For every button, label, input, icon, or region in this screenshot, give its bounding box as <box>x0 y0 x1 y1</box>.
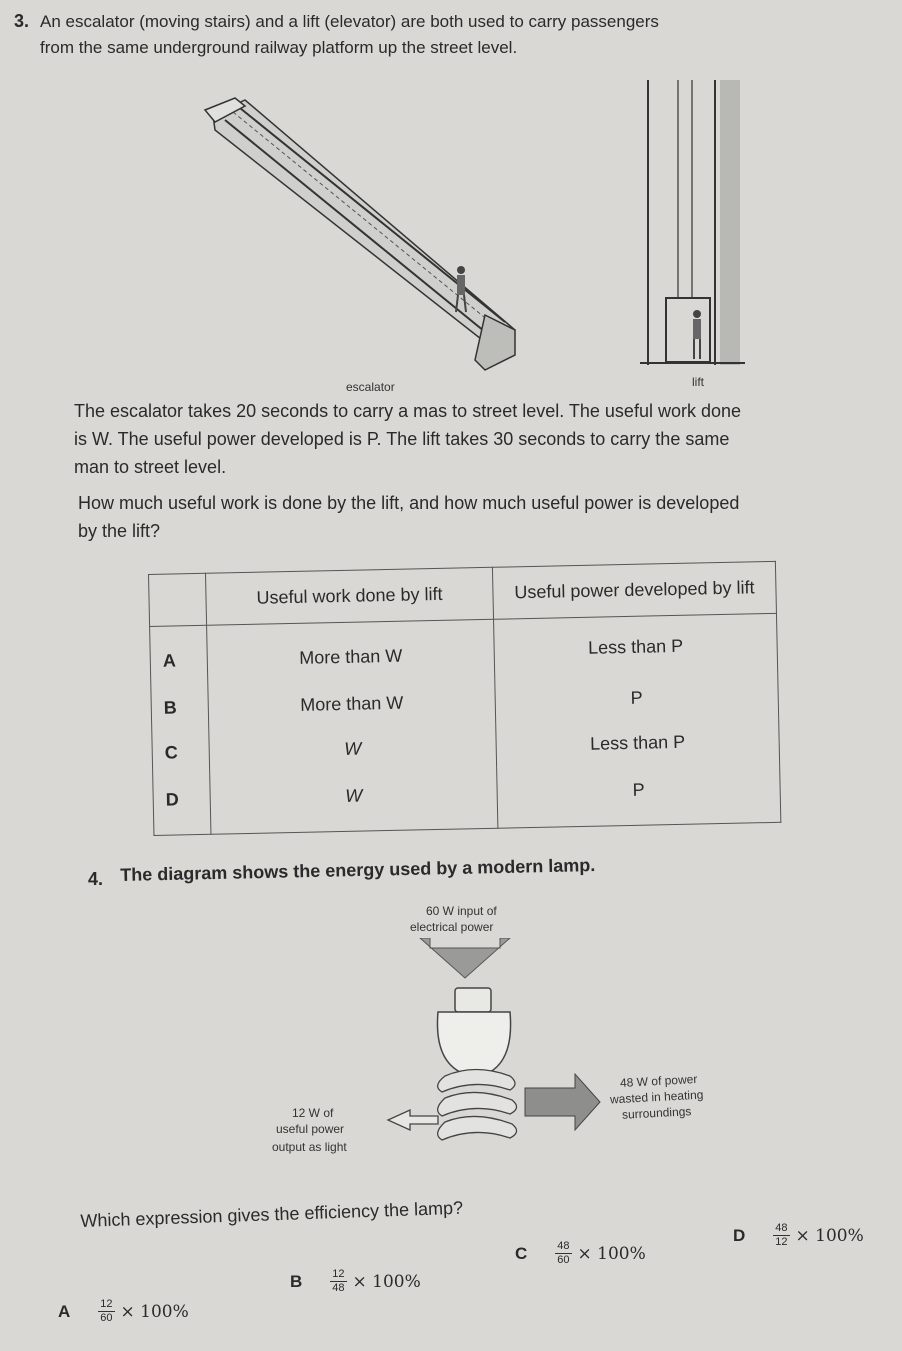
option-power: Less than P <box>494 613 778 679</box>
option-c[interactable] <box>515 1240 646 1267</box>
option-work: W <box>210 768 498 834</box>
option-power: P <box>495 674 779 724</box>
option-b-numerator: 12 <box>332 1268 345 1280</box>
q3-number: 3. <box>14 11 30 31</box>
table-header-work: Useful work done by lift <box>205 567 493 625</box>
option-b-fraction <box>330 1268 346 1295</box>
option-c-fraction <box>555 1240 571 1267</box>
light-output-arrow <box>388 1110 438 1130</box>
option-d-letter: D <box>733 1225 746 1245</box>
option-d-denominator: 12 <box>775 1236 788 1248</box>
input-power-label-2: electrical power <box>410 920 494 934</box>
option-b-letter: B <box>290 1271 303 1291</box>
option-a-letter: A <box>58 1301 71 1321</box>
q4-number: 4. <box>88 869 104 889</box>
q3-para-line1: The escalator takes 20 seconds to carry a mas to street level. The useful work done <box>74 401 742 421</box>
option-letter: D <box>153 774 211 836</box>
option-d-fraction <box>773 1222 789 1249</box>
option-a-suffix: × 100% <box>120 1301 189 1322</box>
table-row[interactable] <box>153 762 781 835</box>
option-c-suffix: × 100% <box>577 1243 646 1264</box>
lamp-bulb <box>437 988 516 1140</box>
lamp-diagram <box>360 938 620 1158</box>
option-letter: C <box>152 730 210 775</box>
option-a[interactable] <box>58 1298 189 1325</box>
q3-options-table <box>148 561 781 836</box>
option-a-numerator: 12 <box>100 1298 113 1310</box>
q3-question-line2: by the lift? <box>78 521 161 541</box>
option-b-suffix: × 100% <box>352 1271 421 1292</box>
q3-para-line2: is W. The useful power developed is P. The lift takes 30 seconds to carry the same <box>74 429 730 449</box>
lift-illustration <box>640 80 755 365</box>
option-d-suffix: × 100% <box>795 1225 864 1246</box>
q3-intro-line2: from the same underground railway platform up the street level. <box>40 38 518 57</box>
wasted-power-label-1: 48 W of power <box>619 1071 698 1091</box>
person-in-lift <box>693 310 701 359</box>
option-b-denominator: 48 <box>332 1282 345 1294</box>
lift-label: lift <box>692 375 704 389</box>
option-a-fraction <box>98 1298 114 1325</box>
option-c-denominator: 60 <box>557 1254 570 1266</box>
useful-power-label-2: useful power <box>276 1122 345 1136</box>
wasted-power-label-2: wasted in heating <box>609 1087 704 1107</box>
option-d-numerator: 48 <box>775 1222 788 1234</box>
useful-power-label-1: 12 W of <box>292 1106 334 1120</box>
q3-para-line3: man to street level. <box>74 457 227 477</box>
option-a-denominator: 60 <box>100 1312 113 1324</box>
escalator-illustration <box>195 90 525 380</box>
option-b[interactable] <box>290 1268 421 1295</box>
option-c-numerator: 48 <box>557 1240 570 1252</box>
option-work: W <box>209 724 497 774</box>
useful-power-label-3: output as light <box>272 1140 347 1154</box>
table-header-power: Useful power developed by lift <box>492 561 776 619</box>
escalator-label: escalator <box>346 380 395 394</box>
wasted-power-label-3: surroundings <box>621 1104 692 1122</box>
q4-question: Which expression gives the efficiency the lamp? <box>80 1197 464 1231</box>
option-work: More than W <box>207 619 495 685</box>
q4-intro: The diagram shows the energy used by a modern lamp. <box>120 855 596 885</box>
option-letter: A <box>150 625 208 686</box>
option-letter: B <box>151 685 209 730</box>
option-d[interactable] <box>733 1222 864 1249</box>
q3-question-line1: How much useful work is done by the lift, and how much useful power is developed <box>78 493 740 513</box>
option-work: More than W <box>208 679 496 729</box>
q3-intro-line1: An escalator (moving stairs) and a lift (elevator) are both used to carry passengers <box>40 12 659 31</box>
wasted-heat-arrow <box>525 1074 600 1130</box>
input-arrow <box>420 938 510 978</box>
option-c-letter: C <box>515 1243 528 1263</box>
input-power-label-1: 60 W input of <box>426 904 497 918</box>
option-power: Less than P <box>496 718 780 768</box>
option-power: P <box>497 762 781 828</box>
table-header-blank <box>149 573 207 626</box>
